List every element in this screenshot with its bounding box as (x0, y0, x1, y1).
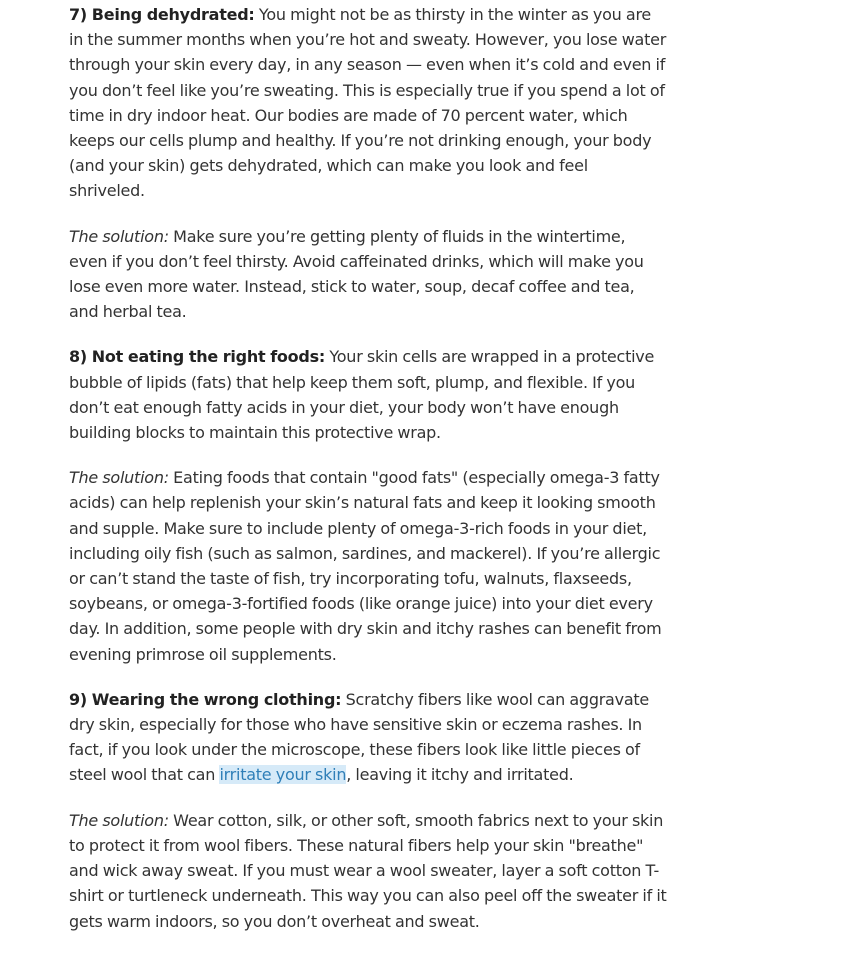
section-9-solution (69, 808, 667, 934)
section-7-solution-label: The solution: (69, 226, 169, 246)
section-9-body-before-link: Scratchy fibers like wool can aggravate dry skin, especially for those who have sensitive skin or eczema rashes. In fact, if you look under the microscope, these fibers look like little pieces of steel wool that can (69, 689, 649, 785)
section-9-body-after-link: , leaving it itchy and irritated. (346, 765, 574, 785)
section-9-solution-label: The solution: (69, 810, 169, 830)
article-body (69, 2, 667, 954)
section-8-solution (69, 465, 667, 667)
section-8-solution-body: Eating foods that contain "good fats" (especially omega-3 fatty acids) can help replenish your skin’s natural fats and keep it looking smooth and supple. Make sure to include plenty of omega-3-rich foods in your diet, including oily fish (such as salmon, sardines, and mackerel). If you’re allergic or can’t stand the taste of fish, try incorporating tofu, walnuts, flaxseeds, soybeans, or omega-3-fortified foods (like orange juice) into your diet every day. In addition, some people with dry skin and itchy rashes can benefit from evening primrose oil supplements. (69, 468, 662, 664)
section-9-heading: 9) Wearing the wrong clothing: (69, 689, 342, 709)
section-8-paragraph (69, 344, 667, 445)
section-8-heading: 8) Not eating the right foods: (69, 347, 326, 367)
section-8-body: Your skin cells are wrapped in a protective bubble of lipids (fats) that help keep them soft, plump, and flexible. If you don’t eat enough fatty acids in your diet, your body won’t have enough building blocks to maintain this protective wrap. (69, 347, 655, 443)
irritate-your-skin-link[interactable]: irritate your skin (219, 765, 347, 785)
section-7-paragraph (69, 2, 667, 204)
section-9-paragraph (69, 687, 667, 788)
section-8-solution-label: The solution: (69, 468, 169, 488)
section-7-solution-body: Make sure you’re getting plenty of fluids in the wintertime, even if you don’t feel thirsty. Avoid caffeinated drinks, which will make you lose even more water. Instead, stick to water, soup, decaf coffee and tea, and herbal tea. (69, 226, 644, 322)
section-7-heading: 7) Being dehydrated: (69, 5, 255, 24)
section-7-solution (69, 224, 667, 325)
section-7-body: You might not be as thirsty in the winter as you are in the summer months when you’re hot and sweaty. However, you lose water through your skin every day, in any season — even when it’s cold and even if you don’t feel like you’re sweating. This is especially true if you spend a lot of time in dry indoor heat. Our bodies are made of 70 percent water, which keeps our cells plump and healthy. If you’re not drinking enough, your body (and your skin) gets dehydrated, which can make you look and feel shriveled. (69, 5, 667, 201)
section-9-solution-body: Wear cotton, silk, or other soft, smooth fabrics next to your skin to protect it from wool fibers. These natural fibers help your skin "breathe" and wick away sweat. If you must wear a wool sweater, layer a soft cotton T-shirt or turtleneck underneath. This way you can also peel off the sweater if it gets warm indoors, so you don’t overheat and sweat. (69, 810, 667, 931)
